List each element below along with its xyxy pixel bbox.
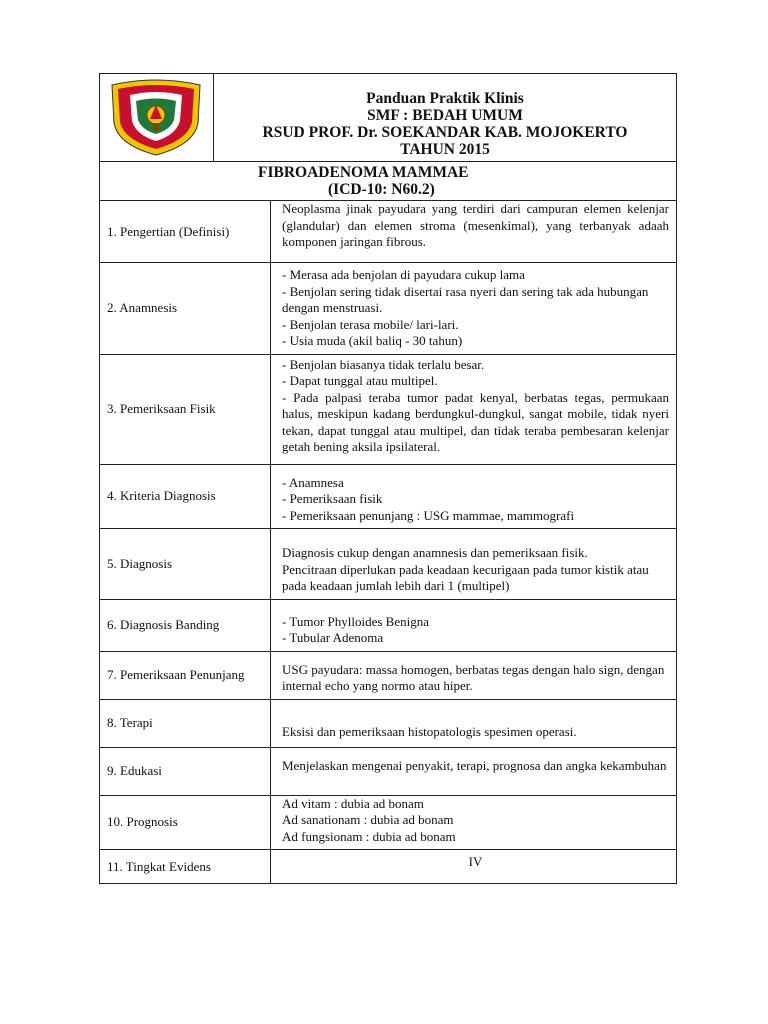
row-label: 1. Pengertian (Definisi) xyxy=(100,201,271,263)
content-line: - Benjolan terasa mobile/ lari-lari. xyxy=(282,316,459,332)
table-row xyxy=(100,599,677,651)
content-line: - Tubular Adenoma xyxy=(282,630,384,645)
guideline-main-table xyxy=(99,73,677,884)
content-line: USG payudara: massa homogen, berbatas tegas dengan halo sign, dengan internal echo yang normo atau hiper. xyxy=(282,661,665,693)
content-line: Ad sanationam : dubia ad bonam xyxy=(282,812,454,827)
content-line: - Pada palpasi teraba tumor padat kenyal, berbatas tegas, permukaan halus, meskipun kadang berdungkul-dungkul, sangat mobile, tidak nyeri tekan, dapat tunggal atau multipel, dan tidak teraba pembesaran kelenjar getah bening aksila ipsilateral. xyxy=(282,389,669,454)
content-line: Eksisi dan pemeriksaan histopatologis spesimen operasi. xyxy=(282,723,577,739)
disease-title xyxy=(100,162,677,201)
row-content xyxy=(271,263,677,355)
content-line: IV xyxy=(468,854,483,869)
title-line-4: TAHUN 2015 xyxy=(400,141,490,158)
content-line: - Benjolan biasanya tidak terlalu besar. xyxy=(282,356,485,372)
table-row xyxy=(100,464,677,529)
logo-cell xyxy=(100,74,214,162)
row-label: 10. Prognosis xyxy=(100,795,271,850)
row-label: 2. Anamnesis xyxy=(100,263,271,355)
disease-code: (ICD-10: N60.2) xyxy=(328,181,435,198)
title-line-2: SMF : BEDAH UMUM xyxy=(367,107,523,124)
table-row xyxy=(100,850,677,884)
content-line: - Tumor Phylloides Benigna xyxy=(282,613,429,629)
row-label: 6. Diagnosis Banding xyxy=(100,599,271,651)
content-line: Diagnosis cukup dengan anamnesis dan pemeriksaan fisik. xyxy=(282,545,588,560)
content-line: Pencitraan diperlukan pada keadaan kecurigaan pada tumor kistik atau pada keadaan jumlah lebih dari 1 (multipel) xyxy=(282,561,649,593)
row-content xyxy=(271,795,677,850)
content-line: - Dapat tunggal atau multipel. xyxy=(282,373,438,388)
row-content xyxy=(271,850,677,884)
header-row xyxy=(100,74,677,162)
row-content xyxy=(271,747,677,795)
table-row xyxy=(100,795,677,850)
content-line: Neoplasma jinak payudara yang terdiri dari campuran elemen kelenjar (glandular) dan elemen stroma (mesenkimal), yang terbanyak adaah komponen jaringan fibrous. xyxy=(282,201,669,249)
title-line-3: RSUD PROF. Dr. SOEKANDAR KAB. MOJOKERTO xyxy=(262,124,628,141)
table-row xyxy=(100,699,677,747)
row-content xyxy=(271,354,677,464)
row-content xyxy=(271,699,677,747)
guideline-body xyxy=(99,73,676,884)
row-content xyxy=(271,529,677,600)
table-row xyxy=(100,529,677,600)
content-line: Menjelaskan mengenai penyakit, terapi, prognosa dan angka kekambuhan xyxy=(282,757,667,773)
row-content xyxy=(271,599,677,651)
row-content xyxy=(271,651,677,699)
content-line: - Merasa ada benjolan di payudara cukup lama xyxy=(282,267,525,282)
content-line: - Usia muda (akil baliq - 30 tahun) xyxy=(282,333,463,348)
row-label: 5. Diagnosis xyxy=(100,529,271,600)
disease-name: FIBROADENOMA MAMMAE xyxy=(258,164,469,181)
row-label: 7. Pemeriksaan Penunjang xyxy=(100,651,271,699)
row-label: 4. Kriteria Diagnosis xyxy=(100,464,271,529)
title-block xyxy=(214,74,677,162)
title-line-1: Panduan Praktik Klinis xyxy=(366,90,524,107)
table-row xyxy=(100,747,677,795)
content-line: Ad fungsionam : dubia ad bonam xyxy=(282,828,456,844)
row-label: 9. Edukasi xyxy=(100,747,271,795)
content-line: - Pemeriksaan fisik xyxy=(282,491,383,506)
hospital-logo-icon xyxy=(106,79,206,157)
guideline-rows xyxy=(100,201,677,884)
content-line: - Pemeriksaan penunjang : USG mammae, mammografi xyxy=(282,507,575,523)
table-row xyxy=(100,651,677,699)
table-row xyxy=(100,354,677,464)
row-content xyxy=(271,464,677,529)
row-label: 3. Pemeriksaan Fisik xyxy=(100,354,271,464)
row-label: 8. Terapi xyxy=(100,699,271,747)
content-line: - Benjolan sering tidak disertai rasa nyeri dan sering tak ada hubungan dengan menstruasi. xyxy=(282,283,649,315)
row-content xyxy=(271,201,677,263)
disease-row xyxy=(100,162,677,201)
row-label: 11. Tingkat Evidens xyxy=(100,850,271,884)
table-row xyxy=(100,201,677,263)
content-line: Ad vitam : dubia ad bonam xyxy=(282,795,424,811)
content-line: - Anamnesa xyxy=(282,474,344,490)
table-row xyxy=(100,263,677,355)
